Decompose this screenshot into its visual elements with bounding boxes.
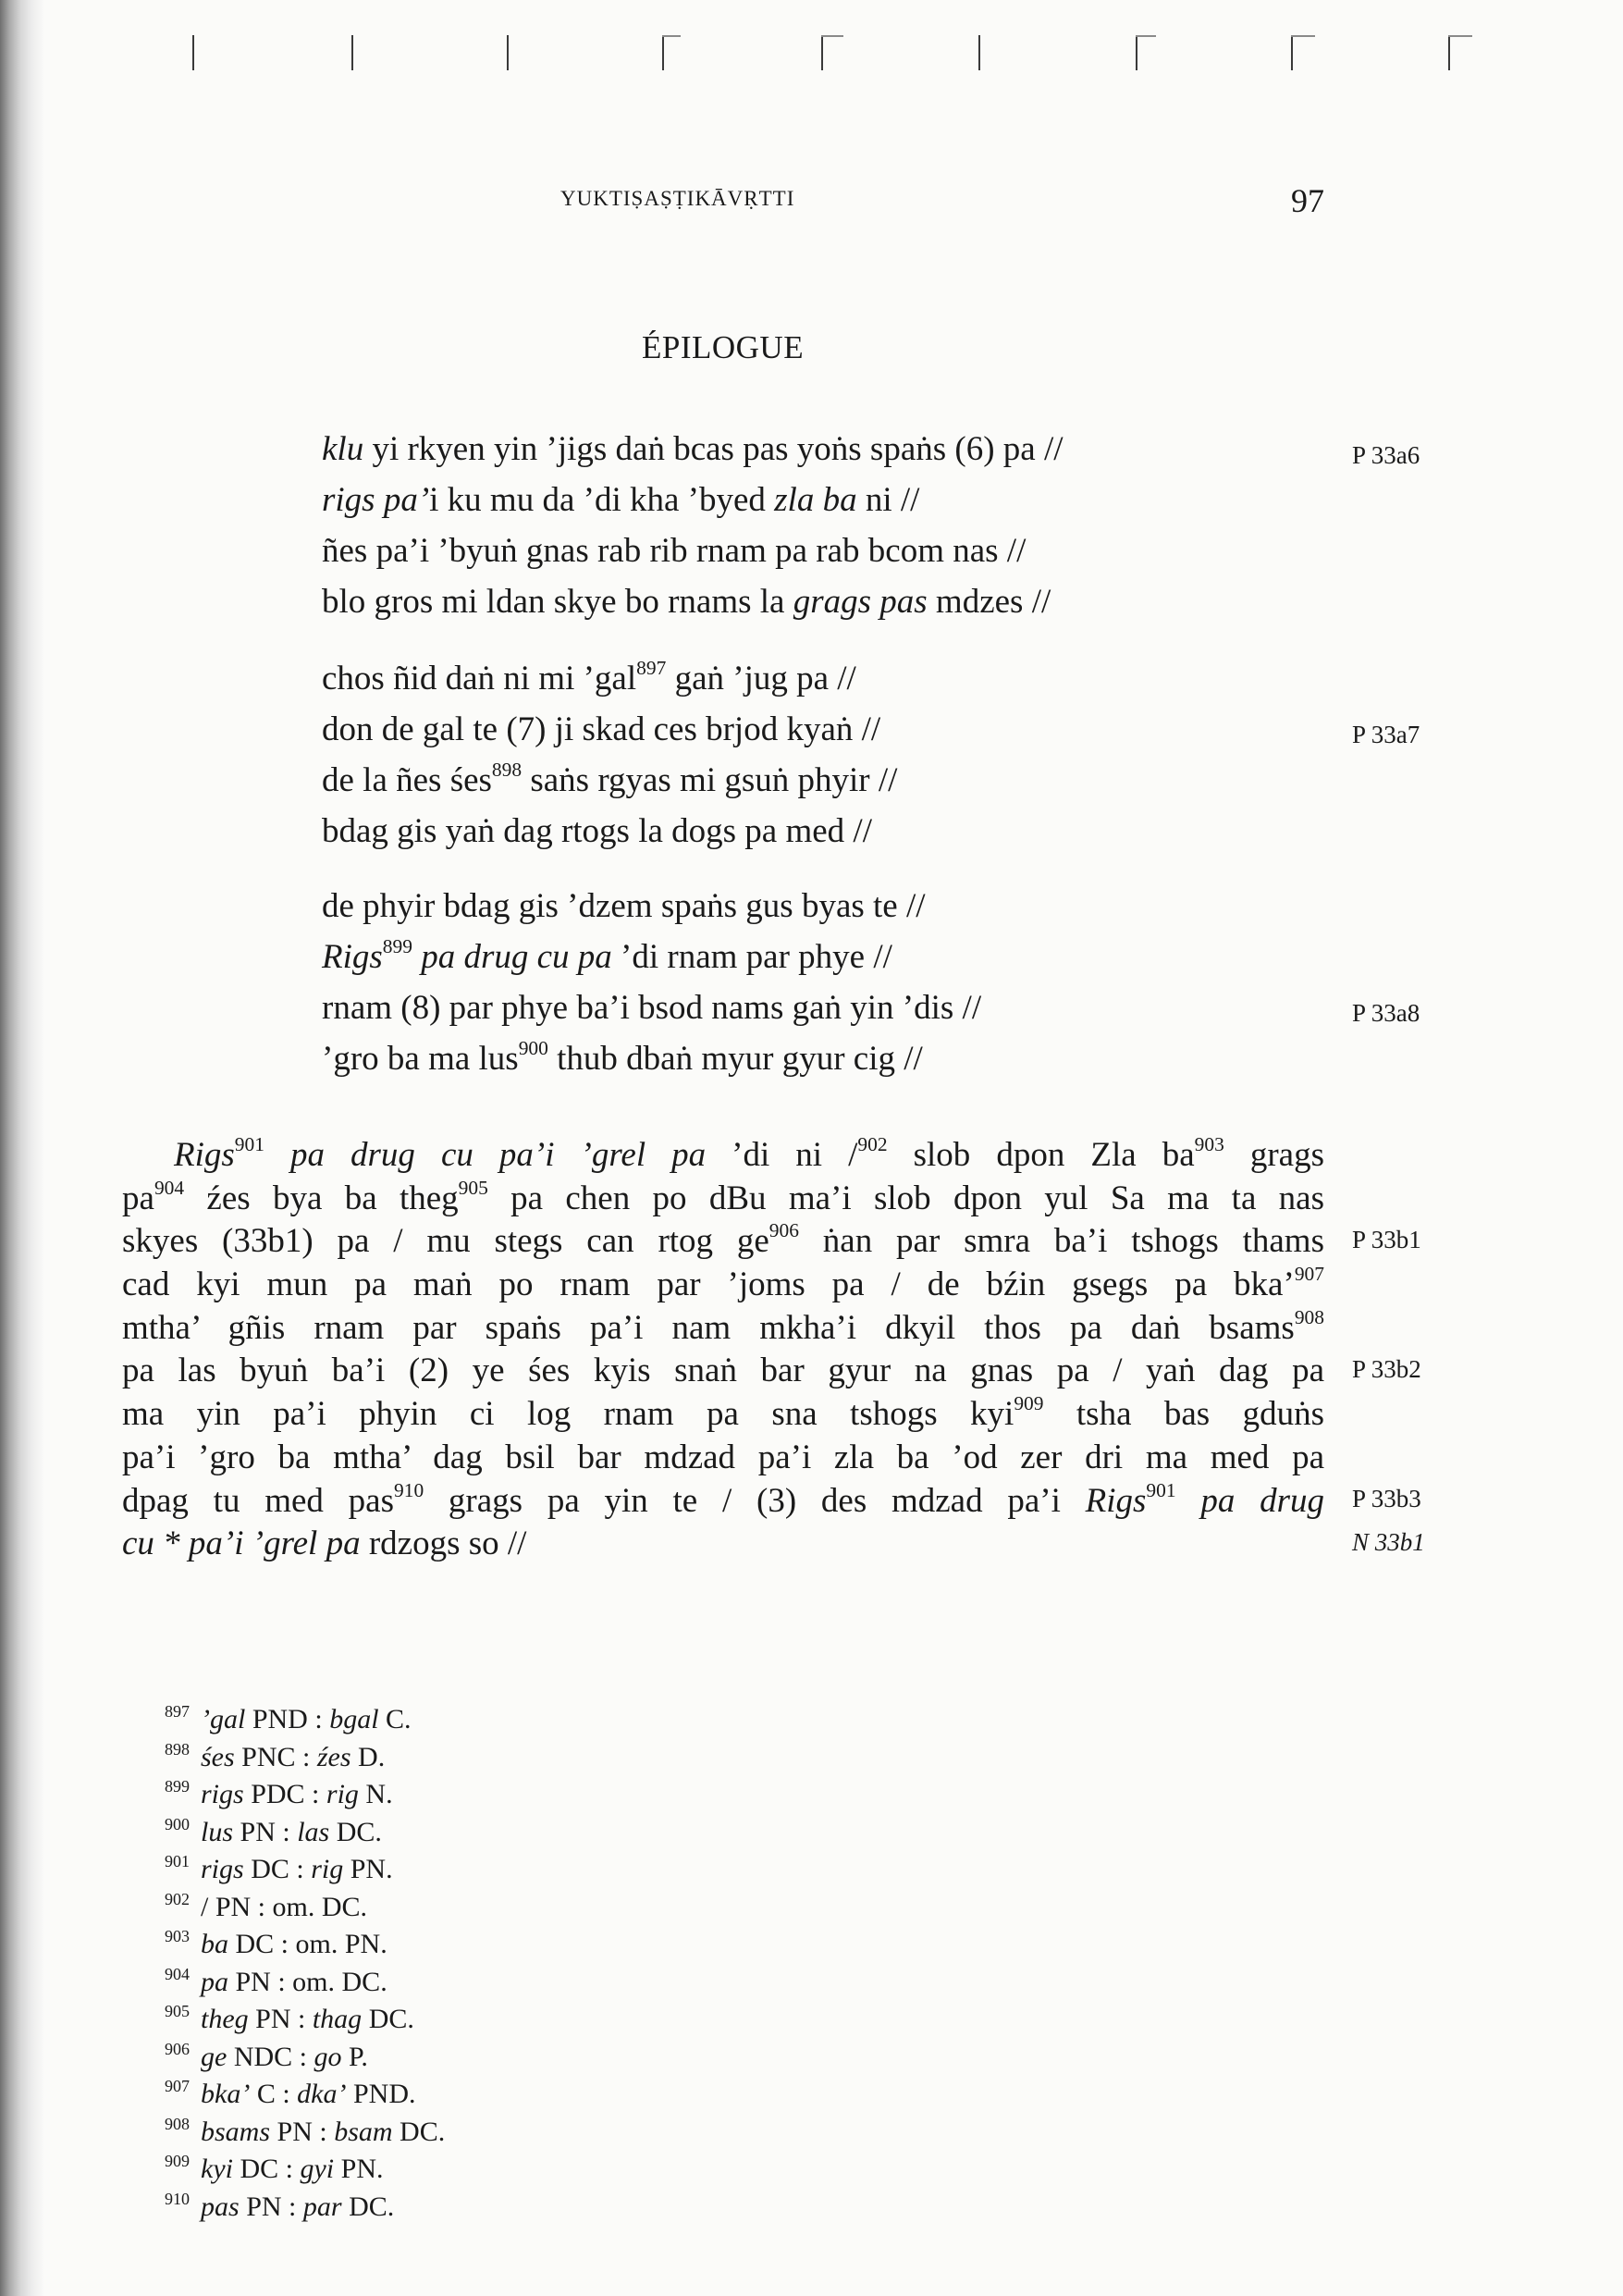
- footnote-ref: 902: [857, 1132, 888, 1155]
- text-run: ma yin pa’i phyin ci log rnam pa sna tshogs kyi: [122, 1395, 1014, 1434]
- verse-stanza: [322, 424, 1247, 627]
- text-run: N.: [358, 1779, 393, 1809]
- italic-text: pa drug cu pa’i ’grel pa: [264, 1136, 707, 1174]
- text-run: thub dbaṅ myur gyur cig //: [547, 1040, 923, 1078]
- text-run: ’di ni /: [706, 1136, 858, 1174]
- text-run: yi rkyen yin ’jigs daṅ bcas pas yoṅs spaṅs (6) pa //: [363, 430, 1064, 468]
- prose-line: [122, 1393, 1324, 1437]
- scan-mark: [821, 35, 823, 70]
- text-run: ’gro ba ma lus: [322, 1040, 519, 1078]
- footnote: [165, 1731, 445, 1772]
- footnote-ref: 898: [491, 758, 523, 781]
- footnote-number: 901: [165, 1852, 190, 1870]
- italic-text: ge: [201, 2041, 227, 2072]
- footnote-text: [201, 2191, 394, 2222]
- footnote: [165, 1843, 445, 1884]
- text-run: DC : om. PN.: [228, 1929, 387, 1959]
- verse-line: [322, 755, 1247, 806]
- text-run: D.: [350, 1741, 386, 1772]
- text-run: DC :: [232, 2154, 301, 2184]
- footnote-ref: 907: [1294, 1262, 1324, 1285]
- text-run: C :: [250, 2079, 298, 2109]
- italic-text: go: [314, 2041, 342, 2072]
- italic-text: pas: [201, 2191, 240, 2222]
- footnote: [165, 1768, 445, 1809]
- prose-line: [122, 1480, 1324, 1524]
- text-run: PN : om. DC.: [228, 1966, 387, 1997]
- text-run: PN :: [248, 2004, 313, 2034]
- italic-text: Rigs: [322, 938, 383, 976]
- scan-mark: [351, 35, 353, 70]
- text-run: chos ñid daṅ ni mi ’gal: [322, 660, 637, 697]
- text-run: don de gal te (7) ji skad ces brjod kyaṅ //: [322, 710, 881, 748]
- italic-text: rig: [326, 1779, 359, 1809]
- text-run: PN.: [334, 2154, 384, 2184]
- footnote-number: 906: [165, 2039, 190, 2058]
- footnote-number: 899: [165, 1777, 190, 1796]
- italic-text: dka’: [297, 2079, 347, 2109]
- italic-text: klu: [322, 430, 364, 468]
- footnote-number: 900: [165, 1814, 190, 1833]
- footnote: [165, 1806, 445, 1847]
- text-run: ṅan par smra ba’i tshogs thams: [798, 1222, 1324, 1261]
- italic-text: grags pas: [793, 583, 928, 621]
- verse-line: [322, 704, 1247, 755]
- verse-line: [322, 932, 1247, 982]
- italic-text: pa: [201, 1966, 228, 1997]
- text-run: P.: [341, 2041, 368, 2072]
- margin-folio-ref: P 33a7: [1352, 721, 1420, 748]
- text-run: PN :: [239, 2191, 303, 2222]
- footnote: [165, 2068, 445, 2109]
- margin-folio-ref: P 33b3: [1352, 1485, 1421, 1512]
- footnote-ref: 901: [1146, 1478, 1176, 1501]
- verse-line: [322, 806, 1247, 857]
- verse-line: [322, 982, 1247, 1033]
- italic-text: rigs: [201, 1854, 244, 1884]
- italic-text: pa drug cu pa: [412, 938, 612, 976]
- scan-mark: [192, 35, 194, 70]
- text-run: źes bya ba theg: [184, 1179, 459, 1217]
- footnote: [165, 1956, 445, 1997]
- verse-line: [322, 576, 1247, 627]
- text-run: bdag gis yaṅ dag rtogs la dogs pa med //: [322, 812, 872, 850]
- footnote-ref: 908: [1294, 1305, 1324, 1328]
- italic-text: par: [302, 2191, 342, 2222]
- verse-line: [322, 475, 1247, 525]
- prose-line: [122, 1307, 1324, 1351]
- text-run: dpag tu med pas: [122, 1481, 394, 1520]
- running-head: YUKTIṢAṢṬIKĀVṚTTI: [560, 187, 795, 210]
- verse-stanza: [322, 653, 1247, 857]
- footnote-ref: 897: [636, 656, 667, 679]
- prose-line: [122, 1220, 1324, 1264]
- italic-text: bsams: [201, 2116, 271, 2147]
- text-run: grags pa yin te / (3) des mdzad pa’i: [424, 1481, 1086, 1520]
- text-run: slob dpon Zla ba: [887, 1136, 1195, 1174]
- footnote-ref: 909: [1014, 1392, 1044, 1415]
- text-run: ñes pa’i ’byuṅ gnas rab rib rnam pa rab bcom nas //: [322, 532, 1027, 570]
- verse-line: [322, 525, 1247, 576]
- italic-text: zla ba: [774, 481, 857, 519]
- prose-line: [122, 1523, 1324, 1566]
- text-run: PN :: [233, 1816, 298, 1847]
- footnote-number: 909: [165, 2152, 190, 2170]
- text-run: PND.: [346, 2079, 416, 2109]
- text-run: PND :: [245, 1704, 330, 1734]
- footnote: [165, 1693, 445, 1734]
- scan-top-marks: [37, 35, 1554, 81]
- margin-folio-ref: P 33a8: [1352, 999, 1420, 1027]
- footnote-ref: 899: [382, 934, 412, 957]
- footnote-number: 898: [165, 1739, 190, 1759]
- italic-text: ba: [201, 1929, 228, 1959]
- footnote-number: 907: [165, 2077, 190, 2095]
- verse-stanza: [322, 881, 1247, 1084]
- footnote-ref: 910: [393, 1478, 424, 1501]
- text-run: pa’i ’gro ba mtha’ dag bsil bar mdzad pa’i zla ba ’od zer dri ma med pa: [122, 1438, 1324, 1476]
- scan-mark: [1136, 35, 1137, 70]
- text-run: C.: [378, 1704, 412, 1734]
- text-run: saṅs rgyas mi gsuṅ phyir //: [522, 761, 898, 799]
- footnote-number: 904: [165, 1964, 190, 1983]
- text-run: grags: [1223, 1136, 1324, 1174]
- text-run: NDC :: [227, 2041, 314, 2072]
- footnote-number: 905: [165, 2002, 190, 2020]
- prose-line: [122, 1178, 1324, 1221]
- footnote: [165, 1993, 445, 2034]
- text-run: ’di rnam par phye //: [611, 938, 892, 976]
- italic-text: bgal: [329, 1704, 379, 1734]
- scan-mark: [1291, 35, 1293, 70]
- footnote-ref: 900: [518, 1036, 548, 1059]
- italic-text: Rigs: [174, 1136, 235, 1174]
- text-run: mdzes //: [927, 583, 1051, 621]
- section-title: ÉPILOGUE: [642, 329, 805, 365]
- verse-line: [322, 653, 1247, 704]
- footnote: [165, 1918, 445, 1959]
- scan-mark: [1448, 35, 1450, 70]
- footnote-number: 897: [165, 1702, 190, 1721]
- text-run: skyes (33b1) pa / mu stegs can rtog ge: [122, 1222, 769, 1261]
- text-run: de la ñes śes: [322, 761, 492, 799]
- footnote-ref: 905: [458, 1176, 488, 1199]
- verse-line: [322, 424, 1247, 475]
- scan-mark: [821, 35, 843, 37]
- margin-folio-ref: P 33b1: [1352, 1226, 1421, 1253]
- footnote-number: 902: [165, 1889, 190, 1908]
- text-run: DC.: [362, 2004, 414, 2034]
- footnotes: [165, 1693, 446, 2222]
- margin-folio-ref: P 33b2: [1352, 1355, 1421, 1383]
- text-run: rdzogs so //: [360, 1524, 527, 1563]
- italic-text: rigs: [201, 1779, 244, 1809]
- verse-line: [322, 881, 1247, 932]
- text-run: mtha’ gñis rnam par spaṅs pa’i nam mkha’i dkyil thos pa daṅ bsams: [122, 1308, 1295, 1347]
- text-run: / PN : om. DC.: [201, 1891, 368, 1922]
- footnote-number: 903: [165, 1927, 190, 1945]
- prose-line: [122, 1437, 1324, 1480]
- footnote-number: 910: [165, 2189, 190, 2208]
- prose-line: [122, 1134, 1324, 1178]
- scan-mark: [1291, 35, 1315, 37]
- text-run: pa las byuṅ ba’i (2) ye śes kyis snaṅ bar gyur na gnas pa / yaṅ dag pa: [122, 1352, 1324, 1390]
- margin-folio-ref: P 33a6: [1352, 441, 1420, 469]
- footnote-ref: 904: [154, 1176, 185, 1199]
- italic-text: pa drug: [1175, 1481, 1324, 1520]
- italic-text: rigs pa’: [322, 481, 430, 519]
- footnote: [165, 1881, 445, 1922]
- text-run: PN.: [343, 1854, 393, 1884]
- scan-mark: [1136, 35, 1156, 37]
- text-run: de phyir bdag gis ’dzem spaṅs gus byas te //: [322, 887, 926, 925]
- italic-text: kyi: [201, 2154, 233, 2184]
- text-run: blo gros mi ldan skye bo rnams la: [322, 583, 793, 621]
- scan-mark: [978, 35, 980, 70]
- italic-text: gyi: [300, 2154, 335, 2184]
- scan-mark: [662, 35, 681, 37]
- prose-line: [122, 1264, 1324, 1307]
- text-run: cad kyi mun pa maṅ po rnam par ’joms pa / de bźin gsegs pa bka’: [122, 1265, 1295, 1304]
- text-run: DC.: [329, 1816, 382, 1847]
- text-run: ni //: [856, 481, 920, 519]
- text-run: DC.: [392, 2116, 446, 2147]
- footnote-number: 908: [165, 2114, 190, 2133]
- italic-text: bka’: [201, 2079, 251, 2109]
- italic-text: źes: [316, 1741, 351, 1772]
- scan-mark: [662, 35, 664, 70]
- text-run: pa chen po dBu ma’i slob dpon yul Sa ma ta nas: [487, 1179, 1324, 1217]
- footnote: [165, 2142, 445, 2184]
- text-run: DC :: [243, 1854, 312, 1884]
- prose-colophon: [122, 1134, 1324, 1566]
- footnote-ref: 906: [768, 1219, 799, 1242]
- text-run: i ku mu da ’di kha ’byed: [429, 481, 775, 519]
- scan-mark: [1448, 35, 1472, 37]
- italic-text: bsam: [334, 2116, 393, 2147]
- italic-text: las: [297, 1816, 330, 1847]
- text-run: PNC :: [234, 1741, 317, 1772]
- verse-line: [322, 1033, 1247, 1084]
- page-number: 97: [1291, 182, 1324, 219]
- margin-folio-ref: N 33b1: [1352, 1528, 1425, 1556]
- text-run: gaṅ ’jug pa //: [666, 660, 856, 697]
- footnote: [165, 2180, 445, 2222]
- italic-text: Rigs: [1085, 1481, 1147, 1520]
- footnote: [165, 2031, 445, 2072]
- text-run: PN :: [270, 2116, 335, 2147]
- text-run: pa: [122, 1179, 154, 1217]
- text-run: rnam (8) par phye ba’i bsod nams gaṅ yin ’dis //: [322, 989, 982, 1027]
- italic-text: lus: [201, 1816, 234, 1847]
- italic-text: ’gal: [201, 1704, 246, 1734]
- italic-text: śes: [201, 1741, 235, 1772]
- italic-text: rig: [311, 1854, 344, 1884]
- text-run: PDC :: [243, 1779, 326, 1809]
- footnote: [165, 2105, 446, 2147]
- scan-mark: [507, 35, 509, 70]
- prose-line: [122, 1350, 1324, 1393]
- italic-text: thag: [312, 2004, 363, 2034]
- italic-text: theg: [201, 2004, 249, 2034]
- text-run: tsha bas gduṅs: [1043, 1395, 1324, 1434]
- italic-text: cu * pa’i ’grel pa: [122, 1524, 361, 1563]
- scan-edge-shadow: [0, 0, 44, 2296]
- footnote-ref: 903: [1194, 1132, 1224, 1155]
- text-run: DC.: [341, 2191, 395, 2222]
- footnote-ref: 901: [234, 1132, 264, 1155]
